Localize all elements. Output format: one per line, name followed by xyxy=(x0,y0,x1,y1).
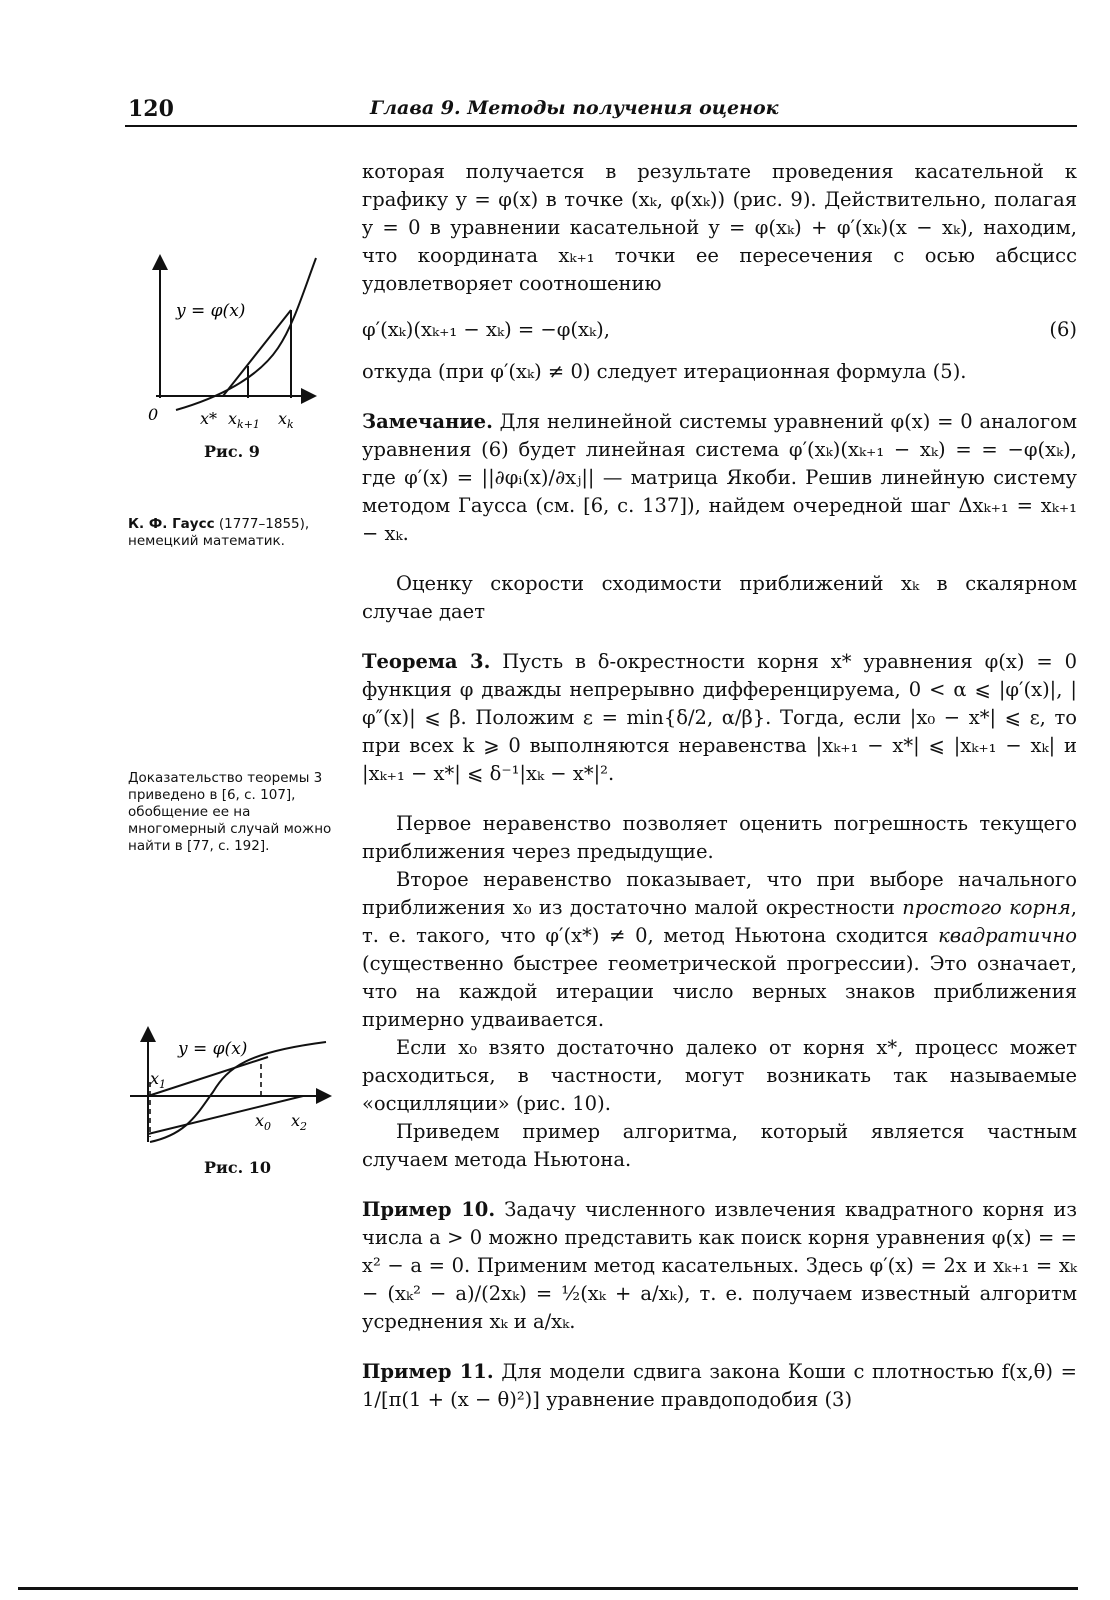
paragraph-example-intro: Приведем пример алгоритма, который является частным случаем метода Ньютона. xyxy=(362,1120,1077,1171)
p5-part-c: (существенно быстрее геометрической прогрессии). Это означает, что на каждой итерации число верных знаков приближения примерно удваивается. xyxy=(362,952,1077,1031)
sidenote-proof: Доказательство теоремы 3 приведено в [6, с. 107], обобщение ее на многомерный случай можно найти в [77, с. 192]. xyxy=(128,770,332,854)
paragraph-second-inequality xyxy=(362,866,1077,1034)
paragraph-tangent: которая получается в результате проведения касательной к графику y = φ(x) в точке (xₖ, φ(xₖ)) (рис. 9). Действительно, полагая y = 0 в уравнении касательной y = φ(xₖ) + φ′(xₖ)(x − xₖ), находим, что координата xₖ₊₁ точки ее пересечения с осью абсцисс удовлетворяет соотношению xyxy=(362,160,1077,295)
fig10-tangent-2 xyxy=(148,1096,303,1134)
fig10-x0-label: $x_0$ xyxy=(255,1111,272,1133)
fig10-x1-label: $x_1$ xyxy=(150,1069,167,1091)
figure-9 xyxy=(128,248,328,438)
main-text xyxy=(362,158,1077,1414)
example-10 xyxy=(362,1196,1077,1336)
figure-10 xyxy=(128,1022,333,1152)
example-10-text: Задачу численного извлечения квадратного корня из числа a > 0 можно представить как поиск корня уравнения φ(x) = = x² − a = 0. Применим метод касательных. Здесь φ′(x) = 2x и xₖ₊₁ = xₖ − (xₖ² − a)/(2xₖ) = ½(xₖ + a/xₖ), т. е. получаем известный алгоритм усреднения xₖ и a/xₖ. xyxy=(362,1198,1077,1333)
equation-6-body: φ′(xₖ)(xₖ₊₁ − xₖ) = −φ(xₖ), xyxy=(362,318,610,341)
running-title: Глава 9. Методы получения оценок xyxy=(370,97,779,119)
fig10-curve-label: y = φ(x) xyxy=(178,1039,248,1059)
example-10-heading: Пример 10. xyxy=(362,1198,496,1221)
gauss-dates: (1777–1855), немецкий математик. xyxy=(128,516,310,549)
fig9-xk-label: $x_k$ xyxy=(278,409,294,431)
figure-10-caption: Рис. 10 xyxy=(204,1158,272,1177)
fig9-tangent xyxy=(223,310,291,396)
remark-heading: Замечание. xyxy=(362,410,493,433)
example-11 xyxy=(362,1358,1077,1414)
bottom-scan-edge xyxy=(18,1587,1078,1590)
fig10-x2-label: $x_2$ xyxy=(291,1111,308,1133)
sidenote-gauss xyxy=(128,516,348,550)
gauss-name: К. Ф. Гаусс xyxy=(128,516,215,532)
fig9-xk1-label: $x_{k+1}$ xyxy=(228,409,260,431)
p5-part-a: Второе неравенство показывает, что при выборе начального приближения x₀ из достаточно малой окрестности xyxy=(362,868,1077,919)
fig9-origin-label: 0 xyxy=(148,405,159,424)
figure-9-caption: Рис. 9 xyxy=(204,442,260,461)
fig9-xstar-label: x* xyxy=(200,409,218,428)
paragraph-convergence: Оценку скорости сходимости приближений xₖ в скалярном случае дает xyxy=(362,572,1077,623)
fig9-curve xyxy=(176,258,316,410)
equation-6-number: (6) xyxy=(1049,318,1077,341)
remark xyxy=(362,408,1077,548)
example-11-text: Для модели сдвига закона Коши с плотностью f(x,θ) = 1/[π(1 + (x − θ)²)] уравнение правдоподобия (3) xyxy=(362,1360,1077,1411)
paragraph-iteration: откуда (при φ′(xₖ) ≠ 0) следует итерационная формула (5). xyxy=(362,360,967,383)
fig9-curve-label: y = φ(x) xyxy=(176,301,246,321)
equation-6 xyxy=(362,316,1077,344)
paragraph-first-inequality: Первое неравенство позволяет оценить погрешность текущего приближения через предыдущие. xyxy=(362,812,1077,863)
p5-part-b: , т. е. такого, что φ′(x*) ≠ 0, метод Ньютона сходится xyxy=(362,896,1077,947)
page-number: 120 xyxy=(128,96,174,122)
remark-text: Для нелинейной системы уравнений φ(x) = 0 аналогом уравнения (6) будет линейная система φ′(xₖ)(xₖ₊₁ − xₖ) = = −φ(xₖ), где φ′(x) = ||∂φᵢ(x)/∂xⱼ|| — матрица Якоби. Решив линейную систему методом Гаусса (см. [6, с. 137]), найдем очередной шаг Δxₖ₊₁ = xₖ₊₁ − xₖ. xyxy=(362,410,1077,545)
theorem-3 xyxy=(362,648,1077,788)
p5-emphasis-quadratic: квадратично xyxy=(938,924,1077,947)
theorem-heading: Теорема 3. xyxy=(362,650,491,673)
header-rule xyxy=(125,125,1077,127)
theorem-text: Пусть в δ-окрестности корня x* уравнения φ(x) = 0 функция φ дважды непрерывно дифференцируема, 0 < α ⩽ |φ′(x)|, |φ″(x)| ⩽ β. Положим ε = min{δ/2, α/β}. Тогда, если |x₀ − x*| ⩽ ε, то при всех k ⩾ 0 выполняются неравенства |xₖ₊₁ − x*| ⩽ |xₖ₊₁ − xₖ| и |xₖ₊₁ − x*| ⩽ δ⁻¹|xₖ − x*|². xyxy=(362,650,1077,785)
p5-emphasis-simple-root: простого корня xyxy=(902,896,1071,919)
example-11-heading: Пример 11. xyxy=(362,1360,494,1383)
paragraph-oscillation: Если x₀ взято достаточно далеко от корня x*, процесс может расходиться, в частности, могут возникать так называемые «осцилляции» (рис. 10). xyxy=(362,1036,1077,1115)
